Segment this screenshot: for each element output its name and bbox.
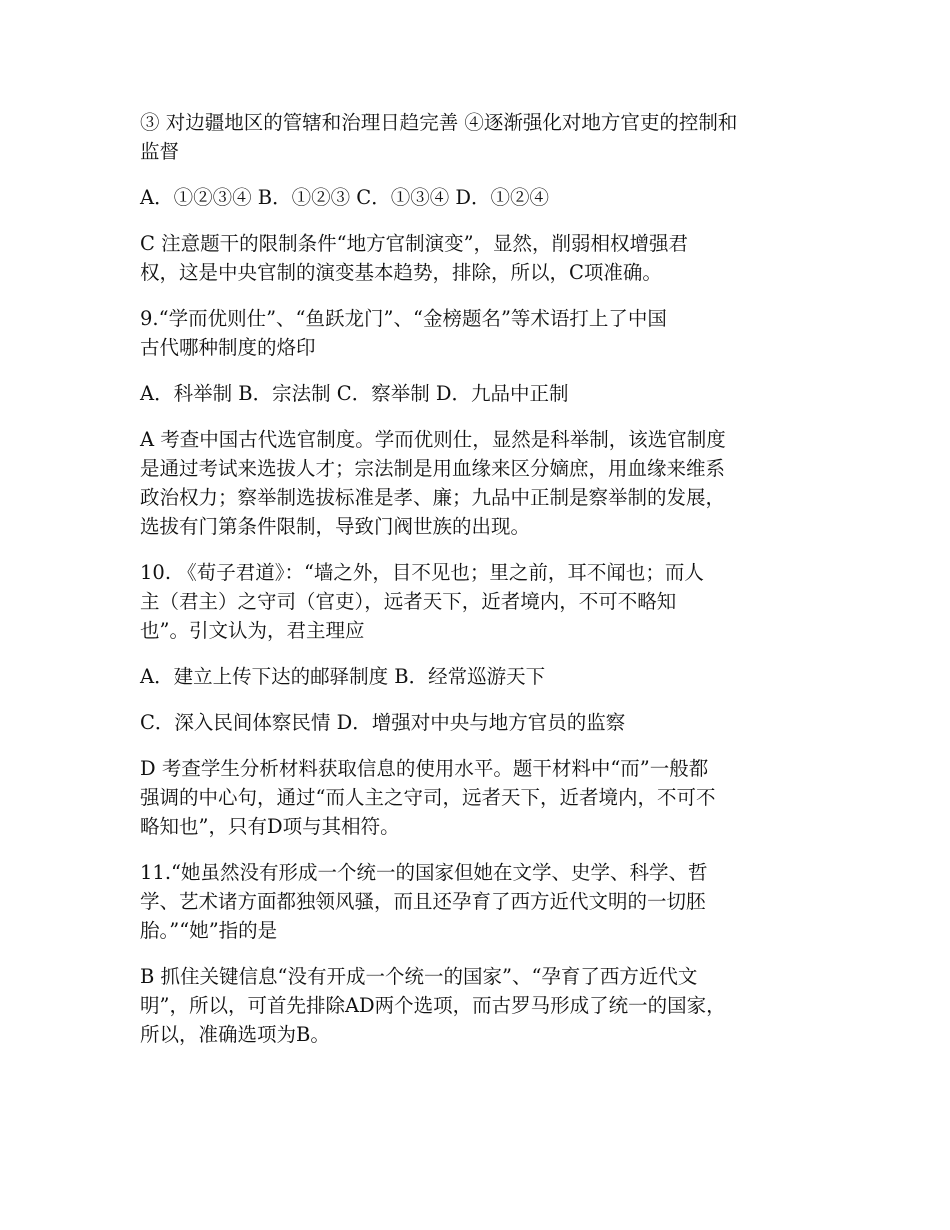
text-line: 也”。引文认为，君主理应 [140, 619, 365, 642]
document-page [140, 108, 820, 1066]
paragraph-q10-choices-cd [140, 708, 820, 737]
paragraph-q11-answer [140, 962, 820, 1049]
text-line: 明”，所以，可首先排除AD两个选项，而古罗马形成了统一的国家， [140, 994, 726, 1017]
text-line: 10. 《荀子君道》：“墙之外，目不见也；里之前，耳不闻也；而人 [140, 561, 704, 584]
paragraph-q8-choices [140, 183, 820, 212]
text-line: 古代哪种制度的烙印 [140, 336, 316, 359]
text-line: 是通过考试来选拔人才；宗法制是用血缘来区分嫡庶，用血缘来维系 [140, 457, 726, 480]
text-line: B 抓住关键信息“没有开成一个统一的国家”、“孕育了西方近代文 [140, 965, 698, 988]
text-line: C．深入民间体察民情 D．增强对中央与地方官员的监察 [140, 711, 626, 734]
text-line: 强调的中心句，通过“而人主之守司，远者天下，近者境内，不可不 [140, 786, 716, 809]
text-line: 所以，准确选项为B。 [140, 1023, 330, 1046]
text-line: 略知也”，只有D项与其相符。 [140, 815, 400, 838]
paragraph-q10-answer [140, 754, 820, 841]
text-line: C 注意题干的限制条件“地方官制演变”，显然，削弱相权增强君 [140, 232, 689, 255]
text-line: ③ 对边疆地区的管辖和治理日趋完善 ④逐渐强化对地方官吏的控制和 [140, 111, 738, 134]
text-line: 9.“学而优则仕”、“鱼跃龙门”、“金榜题名”等术语打上了中国 [140, 307, 667, 330]
text-line: 主（君主）之守司（官吏），远者天下，近者境内，不可不略知 [140, 590, 677, 613]
paragraph-q9-question [140, 304, 820, 362]
paragraph-q10-choices-ab [140, 662, 820, 691]
text-line: A．①②③④ B．①②③ C．①③④ D．①②④ [140, 186, 550, 209]
text-line: 胎。”“她”指的是 [140, 919, 278, 942]
paragraph-q10-question [140, 558, 820, 645]
text-line: 政治权力；察举制选拔标准是孝、廉；九品中正制是察举制的发展， [140, 486, 726, 509]
text-line: D 考查学生分析材料获取信息的使用水平。题干材料中“而”一般都 [140, 757, 709, 780]
text-line: 11.“她虽然没有形成一个统一的国家但她在文学、史学、科学、哲 [140, 861, 708, 884]
text-line: 监督 [140, 140, 180, 163]
text-line: 学、艺术诸方面都独领风骚，而且还孕育了西方近代文明的一切胚 [140, 890, 706, 913]
paragraph-q8-options-continued [140, 108, 820, 166]
text-line: 选拔有门第条件限制，导致门阀世族的出现。 [140, 515, 531, 538]
text-line: 权，这是中央官制的演变基本趋势，排除，所以，C项准确。 [140, 261, 662, 284]
paragraph-q8-answer [140, 229, 820, 287]
paragraph-q9-answer [140, 425, 820, 541]
paragraph-q9-choices [140, 379, 820, 408]
paragraph-q11-question [140, 858, 820, 945]
text-line: A 考查中国古代选官制度。学而优则仕，显然是科举制，该选官制度 [140, 428, 726, 451]
text-line: A．建立上传下达的邮驿制度 B．经常巡游天下 [140, 665, 546, 688]
text-line: A．科举制 B．宗法制 C．察举制 D．九品中正制 [140, 382, 569, 405]
